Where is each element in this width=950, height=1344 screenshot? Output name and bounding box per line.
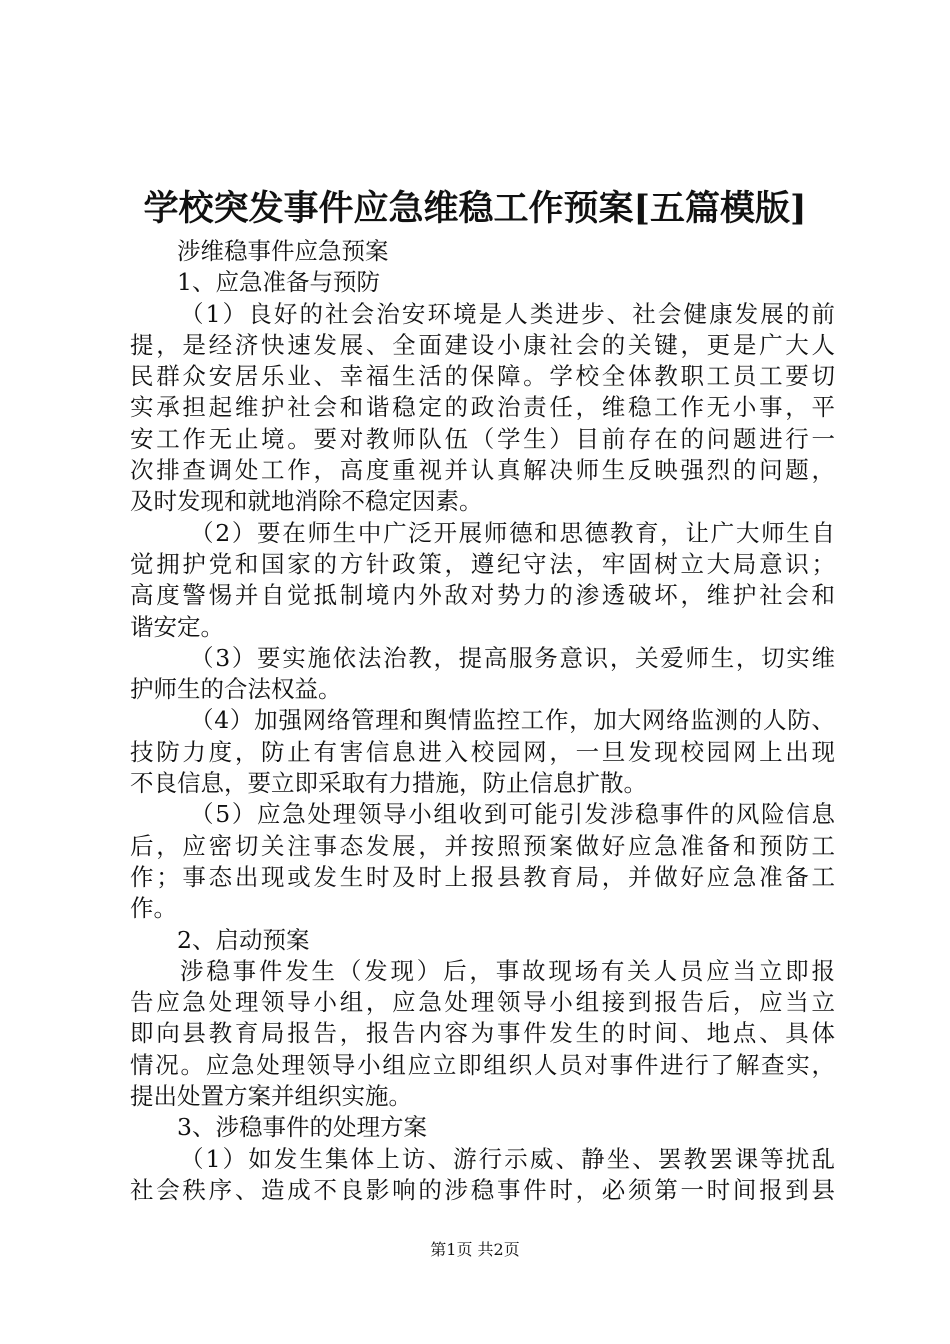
- text-line: （2）要在师生中广泛开展师德和思德教育，让广大师生自: [190, 518, 835, 547]
- text-line: 情况。应急处理领导小组应立即组织人员对事件进行了解查实，: [130, 1050, 835, 1079]
- text-line: 后，应密切关注事态发展，并按照预案做好应急准备和预防工: [130, 831, 835, 860]
- text-line: 提，是经济快速发展、全面建设小康社会的关键，更是广大人: [130, 330, 835, 359]
- text-line: 实承担起维护社会和谐稳定的政治责任，维稳工作无小事，平: [130, 393, 835, 422]
- text-line: 技防力度，防止有害信息进入校园网，一旦发现校园网上出现: [130, 737, 835, 766]
- text-line: 作。: [130, 894, 177, 923]
- text-line: 觉拥护党和国家的方针政策，遵纪守法，牢固树立大局意识；: [130, 549, 835, 578]
- text-line: （4）加强网络管理和舆情监控工作，加大网络监测的人防、: [190, 706, 835, 735]
- text-line: 安工作无止境。要对教师队伍（学生）目前存在的问题进行一: [130, 424, 835, 453]
- text-line: 不良信息，要立即采取有力措施，防止信息扩散。: [130, 769, 647, 798]
- text-line: （1）良好的社会治安环境是人类进步、社会健康发展的前: [180, 299, 835, 328]
- text-line: （1）如发生集体上访、游行示威、静坐、罢教罢课等扰乱: [180, 1144, 835, 1173]
- page-footer: 第1页 共2页: [430, 1240, 520, 1259]
- text-line: 社会秩序、造成不良影响的涉稳事件时，必须第一时间报到县: [130, 1175, 835, 1204]
- text-line: 1、应急准备与预防: [177, 268, 380, 297]
- text-line: 告应急处理领导小组，应急处理领导小组接到报告后，应当立: [130, 988, 835, 1017]
- text-line: 护师生的合法权益。: [130, 675, 342, 704]
- document-title: 学校突发事件应急维稳工作预案[五篇模版]: [143, 188, 807, 229]
- text-line: 涉稳事件发生（发现）后，事故现场有关人员应当立即报: [180, 956, 835, 985]
- text-line: 次排查调处工作，高度重视并认真解决师生反映强烈的问题，: [130, 456, 835, 485]
- text-line: （5）应急处理领导小组收到可能引发涉稳事件的风险信息: [190, 800, 835, 829]
- text-line: 3、涉稳事件的处理方案: [177, 1113, 427, 1142]
- text-line: 涉维稳事件应急预案: [177, 237, 389, 265]
- text-line: 谐安定。: [130, 612, 224, 641]
- text-line: 高度警惕并自觉抵制境内外敌对势力的渗透破坏，维护社会和: [130, 581, 835, 610]
- document-body: [130, 236, 835, 1206]
- text-line: 即向县教育局报告，报告内容为事件发生的时间、地点、具体: [130, 1019, 835, 1048]
- text-line: 2、启动预案: [177, 925, 310, 954]
- text-line: 提出处置方案并组织实施。: [130, 1082, 412, 1111]
- text-line: 作；事态出现或发生时及时上报县教育局，并做好应急准备工: [130, 862, 835, 891]
- text-line: 及时发现和就地消除不稳定因素。: [130, 487, 483, 516]
- text-line: 民群众安居乐业、幸福生活的保障。学校全体教职工员工要切: [130, 362, 835, 391]
- text-line: （3）要实施依法治教，提高服务意识，关爱师生，切实维: [190, 643, 835, 672]
